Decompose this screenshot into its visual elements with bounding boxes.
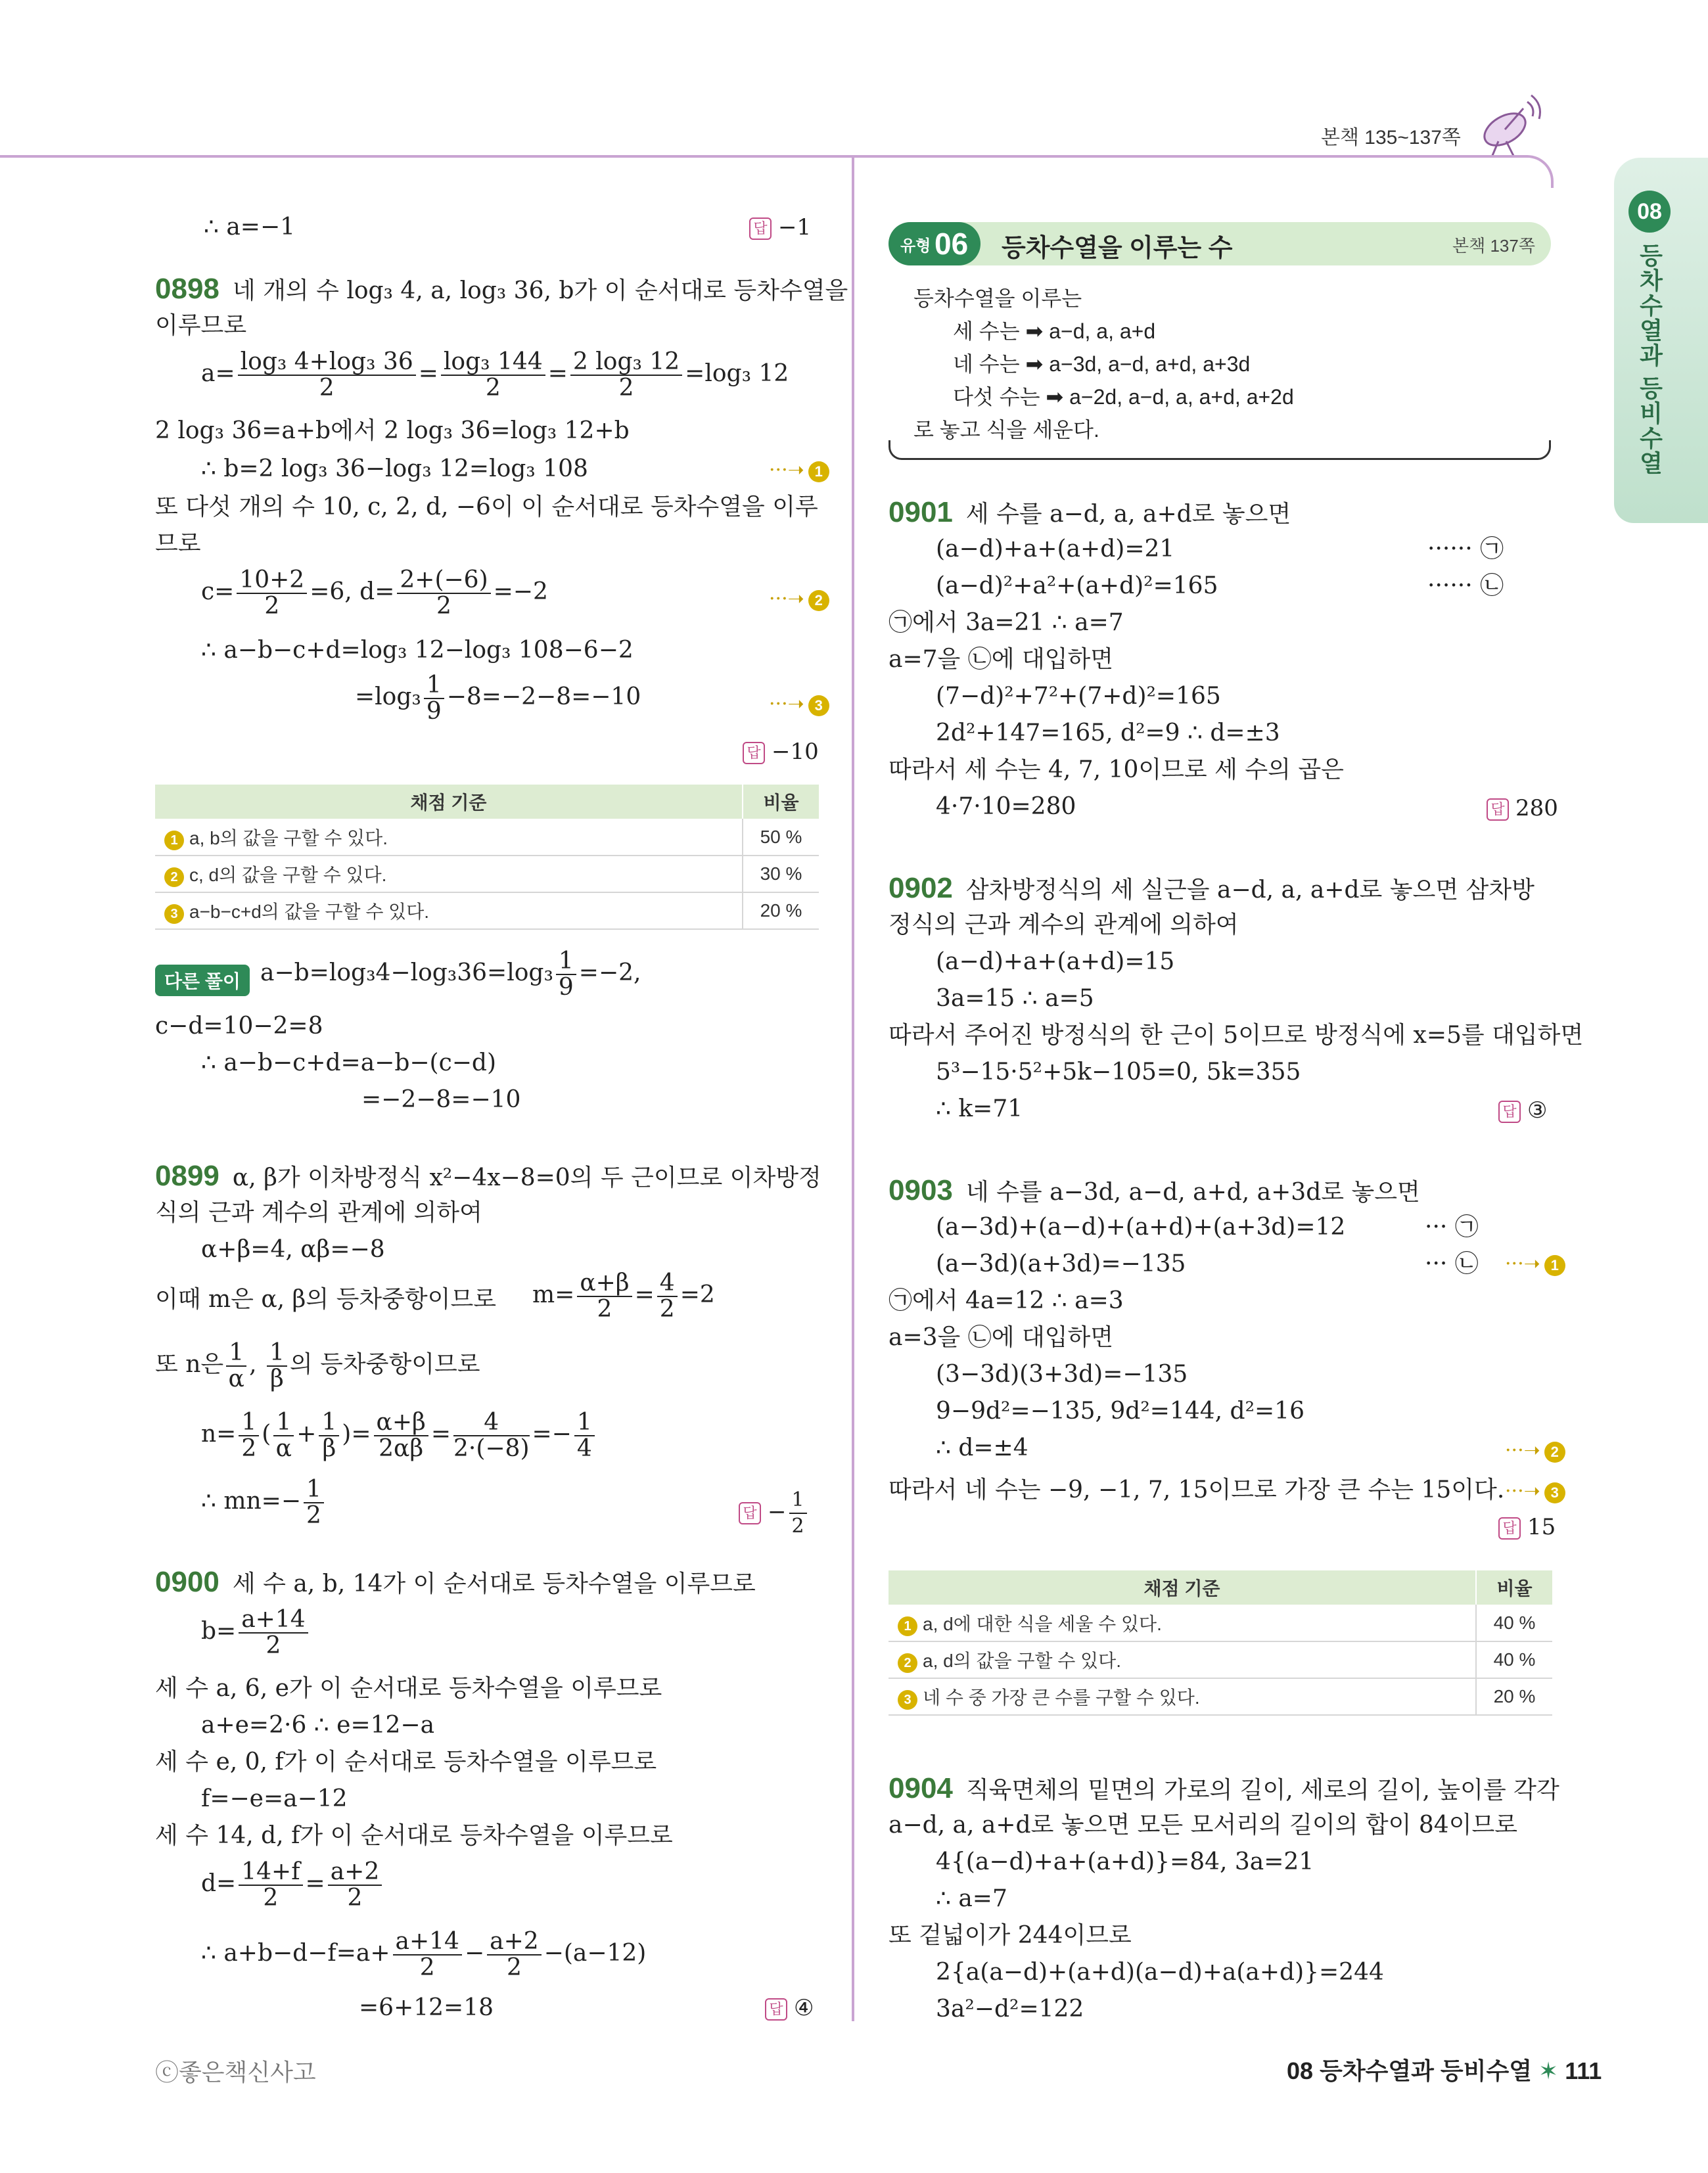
text-line: 이루므로 <box>155 312 247 339</box>
text-line: (7−d)²+7²+(7+d)²=165 <box>936 683 1221 710</box>
text-line: 2{a(a−d)+(a+d)(a−d)+a(a+d)}=244 <box>936 1959 1384 1986</box>
equation: ∴ a+b−d−f=a+ $\frac{a+14}{2}$ − $\frac{a+2}{2}$ −(a−12) <box>201 1928 647 1981</box>
text-line: 따라서 네 수는 −9, −1, 7, 15이므로 가장 큰 수는 15이다. <box>889 1476 1505 1503</box>
text-line: 이때 m은 α, β의 등차중항이므로 <box>155 1286 497 1313</box>
text-line: α+β=4, αβ=−8 <box>201 1236 385 1263</box>
problem-0902-line: 0902 삼차방정식의 세 실근을 a−d, a, a+d로 놓으면 삼차방 <box>889 872 1535 904</box>
problem-number: 0900 <box>155 1566 219 1598</box>
step-marker: ···➝ 2 <box>769 587 829 611</box>
text-line: =−2−8=−10 <box>361 1086 521 1113</box>
answer-icon: 답 <box>739 1502 761 1524</box>
text-line: a=3을 ㉡에 대입하면 <box>889 1324 1114 1351</box>
footer-chapter: 08 등차수열과 등비수열 ✶ 111 <box>1287 2057 1602 2084</box>
column-divider <box>852 155 854 2021</box>
answer: 답 ④ <box>765 1995 814 2021</box>
text-line: a=7을 ㉡에 대입하면 <box>889 646 1114 673</box>
equation: a−b=log₃4−log₃36=log₃ $\frac{1}{9}$ =−2, <box>260 948 641 1001</box>
step-marker: ···➝ 1 <box>769 459 829 482</box>
problem-0901-line: 0901 세 수를 a−d, a, a+d로 놓으면 <box>889 496 1291 528</box>
text-line: ∴ a−b−c+d=log₃ 12−log₃ 108−6−2 <box>201 637 634 664</box>
answer: 답 −1 <box>749 214 811 240</box>
text-line: 므로 <box>155 530 201 557</box>
text-line: (a−d)+a+(a+d)=15 <box>936 948 1175 975</box>
text-line: 5³−15·5²+5k−105=0, 5k=355 <box>936 1059 1301 1086</box>
problem-number: 0899 <box>155 1160 219 1192</box>
equation-marker: ······ ㉡ <box>1427 572 1504 599</box>
text-line: 따라서 주어진 방정식의 한 근이 5이므로 방정식에 x=5를 대입하면 <box>889 1022 1584 1049</box>
top-rule <box>0 155 854 158</box>
text-line: 식의 근과 계수의 관계에 의하여 <box>155 1199 482 1226</box>
page-reference: 본책 135~137쪽 <box>1321 127 1461 149</box>
equation-marker: ··· ㉠ <box>1425 1214 1479 1241</box>
problem-number: 0904 <box>889 1772 953 1804</box>
answer-icon: 답 <box>743 742 765 764</box>
problem-0900-line: 0900 세 수 a, b, 14가 이 순서대로 등차수열을 이루므로 <box>155 1566 756 1598</box>
answer: 답 ③ <box>1498 1097 1547 1124</box>
answer-icon: 답 <box>749 217 772 240</box>
type-note: 등차수열을 이루는 <box>913 286 1082 310</box>
problem-number: 0898 <box>155 273 219 305</box>
answer-icon: 답 <box>1498 1101 1521 1123</box>
step-marker: ···➝ 3 <box>1505 1480 1565 1503</box>
answer-icon: 답 <box>765 1998 787 2021</box>
type-badge: 유형 06 <box>889 222 981 265</box>
publisher: ⓒ좋은책신사고 <box>155 2059 316 2086</box>
equation: =log₃ $\frac{1}{9}$ −8=−2−8=−10 <box>355 672 641 725</box>
answer: 답 15 <box>1498 1514 1556 1540</box>
equation: d= $\frac{14+f}{2}$ = $\frac{a+2}{2}$ <box>201 1860 384 1911</box>
other-solution-tag: 다른 풀이 <box>155 965 250 996</box>
scoring-table <box>889 1570 1552 1716</box>
problem-0903-line: 0903 네 수를 a−3d, a−d, a+d, a+3d로 놓으면 <box>889 1174 1420 1206</box>
text-line: ∴ k=71 <box>936 1095 1023 1122</box>
text-line: ㉠에서 3a=21 ∴ a=7 <box>889 609 1124 636</box>
text-line: 정식의 근과 계수의 관계에 의하여 <box>889 911 1239 938</box>
text-line: (a−d)²+a²+(a+d)²=165 <box>936 572 1218 599</box>
right-column-frame <box>854 155 1554 188</box>
text-line: 따라서 세 수는 4, 7, 10이므로 세 수의 곱은 <box>889 756 1344 783</box>
table-header: 비율 <box>743 785 819 819</box>
type-title: 등차수열을 이루는 수 <box>1002 235 1233 262</box>
equation: a= $\frac{\text{log₃ 4+log₃ 36}}{2}$ = $\frac{\text{log₃ 144}}{2}$ = $\frac{\text{2 log₃ 12}}{2}$ =log₃ 12 <box>201 348 789 401</box>
problem-number: 0903 <box>889 1174 953 1206</box>
text-line: 세 수 14, d, f가 이 순서대로 등차수열을 이루므로 <box>155 1822 673 1849</box>
equation: 또 n은 $\frac{1}{\alpha}$ , $\frac{1}{\beta}$ 의 등차중항이므로 <box>155 1339 480 1392</box>
step-marker: ···➝ 1 <box>1505 1252 1565 1276</box>
problem-0898-line: 0898 네 개의 수 log₃ 4, a, log₃ 36, b가 이 순서대로 등차수열을 <box>155 273 848 305</box>
table-header: 채점 기준 <box>155 785 743 819</box>
type-note: 네 수는 ➡ a−3d, a−d, a+d, a+3d <box>953 352 1251 376</box>
text-line: =6+12=18 <box>359 1994 494 2021</box>
type-note: 로 놓고 식을 세운다. <box>913 418 1099 442</box>
satellite-dish-icon <box>1472 89 1551 161</box>
text-line: (a−d)+a+(a+d)=21 <box>936 536 1175 562</box>
text-line: 또 겉넓이가 244이므로 <box>889 1922 1132 1949</box>
equation: n= $\frac{1}{2}$ ( $\frac{1}{\alpha}$ + $\frac{1}{\beta}$ )= $\frac{\alpha+\beta}{2\alpha\beta}$ = $\frac{4}{2\cdot(-8)}$ =− $\frac{1}{4}$ <box>201 1410 597 1461</box>
answer-icon: 답 <box>1498 1517 1521 1540</box>
text-line: 세 수 e, 0, f가 이 순서대로 등차수열을 이루므로 <box>155 1749 657 1775</box>
text-line: 4{(a−d)+a+(a+d)}=84, 3a=21 <box>936 1848 1314 1875</box>
text-line: 3a=15 ∴ a=5 <box>936 985 1094 1012</box>
equation: m= $\frac{\alpha+\beta}{2}$ = $\frac{4}{2}$ =2 <box>532 1269 715 1323</box>
equation: ∴ mn=− $\frac{1}{2}$ <box>201 1477 327 1528</box>
answer-icon: 답 <box>1487 798 1509 821</box>
problem-number: 0902 <box>889 872 953 904</box>
answer: 답 − $\frac{1}{2}$ <box>739 1488 810 1539</box>
text-line: a+e=2·6 ∴ e=12−a <box>201 1712 435 1739</box>
text-line: (a−3d)+(a−d)+(a+d)+(a+3d)=12 <box>936 1214 1346 1241</box>
chapter-title: 등차수열과 등비수열 <box>1636 243 1663 476</box>
text-line: f=−e=a−12 <box>201 1785 348 1812</box>
answer: 답 280 <box>1487 795 1558 821</box>
problem-number: 0901 <box>889 496 953 528</box>
table-header: 채점 기준 <box>889 1570 1476 1605</box>
text-line: 4·7·10=280 <box>936 793 1076 820</box>
text-line: ∴ d=±4 <box>936 1434 1028 1461</box>
type-reference: 본책 137쪽 <box>1452 236 1535 256</box>
chapter-number: 08 <box>1628 191 1671 233</box>
text-line: ∴ a=−1 <box>204 214 296 240</box>
equation-marker: ······ ㉠ <box>1427 536 1504 562</box>
text-line: 2d²+147=165, d²=9 ∴ d=±3 <box>936 720 1280 746</box>
problem-0899-line: 0899 α, β가 이차방정식 x²−4x−8=0의 두 근이므로 이차방정 <box>155 1160 821 1192</box>
text-line: ∴ b=2 log₃ 36−log₃ 12=log₃ 108 <box>201 455 588 482</box>
table-row: 1 a, b의 값을 구할 수 있다. 50 % <box>155 819 819 856</box>
table-row: 2 a, d의 값을 구할 수 있다. 40 % <box>889 1641 1552 1678</box>
text-line: ∴ a=7 <box>936 1885 1007 1912</box>
equation-marker: ··· ㉡ <box>1425 1250 1479 1277</box>
type-note: 세 수는 ➡ a−d, a, a+d <box>953 319 1156 343</box>
equation: c= $\frac{10+2}{2}$ =6, d= $\frac{2+(-6)}{2}$ =−2 <box>201 566 548 620</box>
table-row: 3 네 수 중 가장 큰 수를 구할 수 있다. 20 % <box>889 1678 1552 1715</box>
problem-0904-line: 0904 직육면체의 밑면의 가로의 길이, 세로의 길이, 높이를 각각 <box>889 1772 1559 1804</box>
text-line: ㉠에서 4a=12 ∴ a=3 <box>889 1287 1124 1314</box>
text-line: c−d=10−2=8 <box>155 1013 323 1040</box>
text-line: 또 다섯 개의 수 10, c, 2, d, −6이 이 순서대로 등차수열을 이루 <box>155 493 818 520</box>
step-marker: ···➝ 2 <box>1505 1439 1565 1463</box>
step-marker: ···➝ 3 <box>769 693 829 716</box>
text-line: 2 log₃ 36=a+b에서 2 log₃ 36=log₃ 12+b <box>155 417 630 444</box>
table-header: 비율 <box>1476 1570 1552 1605</box>
text-line: a−d, a, a+d로 놓으면 모든 모서리의 길이의 합이 84이므로 <box>889 1812 1518 1839</box>
type-bracket <box>889 440 1551 460</box>
equation: b= $\frac{a+14}{2}$ <box>201 1607 311 1658</box>
text-line: 9−9d²=−135, 9d²=144, d²=16 <box>936 1398 1304 1425</box>
table-row: 2 c, d의 값을 구할 수 있다. 30 % <box>155 856 819 892</box>
table-row: 1 a, d에 대한 식을 세울 수 있다. 40 % <box>889 1605 1552 1641</box>
answer: 답 −10 <box>743 739 819 765</box>
text-line: (a−3d)(a+3d)=−135 <box>936 1250 1186 1277</box>
scoring-table <box>155 785 819 930</box>
text-line: 세 수 a, 6, e가 이 순서대로 등차수열을 이루므로 <box>155 1675 662 1702</box>
page-number: 111 <box>1565 2057 1602 2084</box>
type-note: 다섯 수는 ➡ a−2d, a−d, a, a+d, a+2d <box>953 385 1294 409</box>
text-line: (3−3d)(3+3d)=−135 <box>936 1361 1188 1388</box>
text-line: 3a²−d²=122 <box>936 1996 1084 2023</box>
table-row: 3 a−b−c+d의 값을 구할 수 있다. 20 % <box>155 892 819 929</box>
text-line: ∴ a−b−c+d=a−b−(c−d) <box>201 1049 497 1076</box>
